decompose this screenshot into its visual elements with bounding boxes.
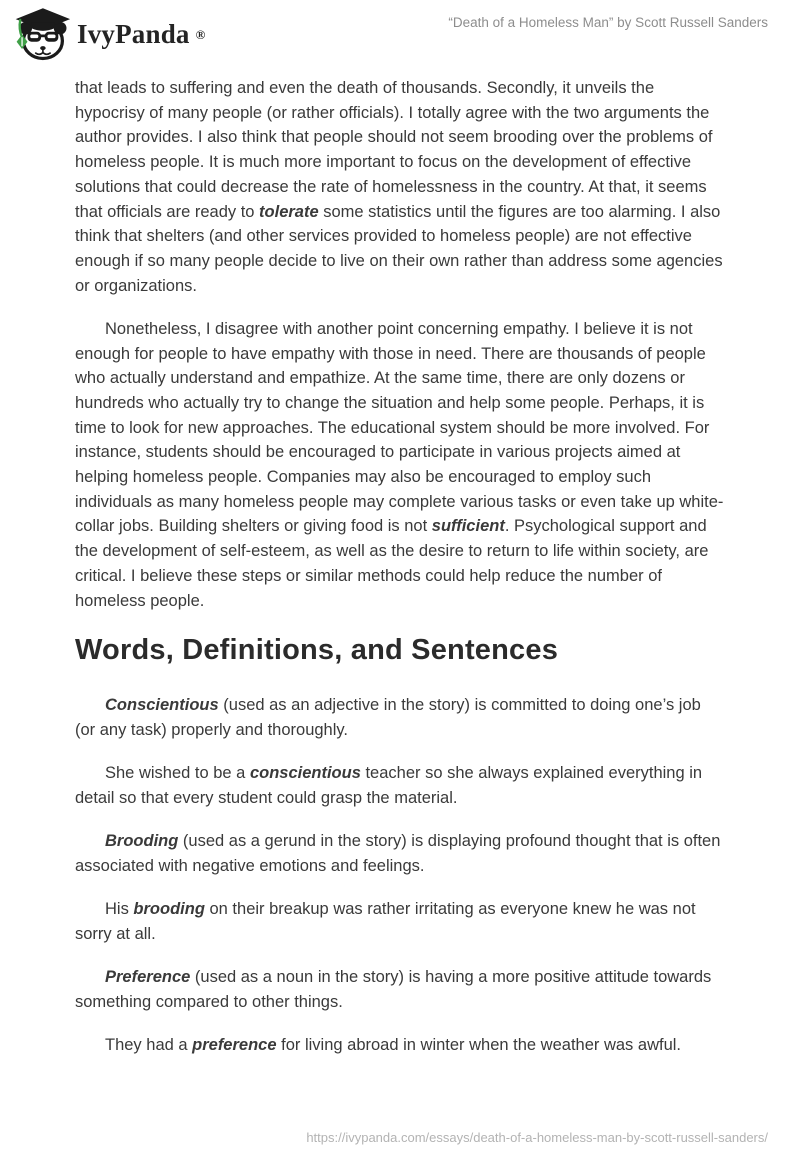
paragraph [75, 693, 725, 742]
section-heading: Words, Definitions, and Sentences [75, 634, 559, 667]
essay-content [0, 62, 800, 1058]
text-run: . Psychological support and the development of self-esteem, as well as the desire to return to life within society, are critical. I believe these steps or similar methods could help reduce the number of homeless people. [75, 517, 709, 610]
paragraph [75, 761, 725, 810]
text-run: teacher so she always explained everything in detail so that every student could grasp the material. [75, 764, 703, 807]
emphasis-text: Preference [105, 967, 191, 986]
source-url[interactable]: https://ivypanda.com/essays/death-of-a-homeless-man-by-scott-russell-sanders/ [306, 1130, 768, 1145]
text-run: (used as a noun in the story) is having a more positive attitude towards something compared to other things. [75, 967, 712, 1011]
emphasis-text: preference [192, 1035, 277, 1054]
text-run: (used as an adjective in the story) is committed to doing one’s job (or any task) properly and thoroughly. [75, 696, 701, 739]
paragraph [75, 1033, 725, 1058]
text-run: on their breakup was rather irritating as everyone knew he was not sorry at all. [75, 899, 696, 943]
emphasis-text: sufficient [431, 517, 505, 536]
text-run: They had a [105, 1035, 193, 1054]
text-run: some statistics until the figures are too alarming. I also think that shelters (and other services provided to homeless people) are not effective enough if so many people decide to live on their own rather than address some agencies or organizations. [75, 202, 723, 295]
text-run: His [105, 899, 134, 918]
emphasis-text: conscientious [249, 764, 361, 783]
text-run: Nonetheless, I disagree with another point concerning empathy. I believe it is not enough for people to have empathy with those in need. There are thousands of people who actually understand and empathize. At the same time, there are only dozens or hundreds who actually try to change the situation and help some people. Perhaps, it is time to look for new approaches. The educational system should be more involved. For instance, students should be encouraged to participate in various projects aimed at helping homeless people. Companies may also be encouraged to employ such individuals as many homeless people may complete various tasks or even take up white-collar jobs. Building shelters or giving food is not [75, 319, 724, 536]
text-run: for living abroad in winter when the weather was awful. [276, 1035, 681, 1054]
emphasis-text: tolerate [259, 202, 319, 221]
paragraph [75, 317, 725, 613]
text-run: that leads to suffering and even the death of thousands. Secondly, it unveils the hypocrisy of many people (or rather officials). I totally agree with the two arguments the author provides. I also think that people should not seem brooding over the problems of homeless people. It is much more important to focus on the development of effective solutions that could decrease the rate of homelessness in the country. At that, it seems that officials are ready to [75, 79, 713, 221]
emphasis-text: Conscientious [105, 696, 219, 715]
page-header [0, 0, 800, 62]
emphasis-text: brooding [133, 899, 205, 918]
emphasis-text: Brooding [105, 832, 179, 851]
text-run: (used as a gerund in the story) is displaying profound thought that is often associated with negative emotions and feelings. [75, 832, 721, 875]
text-run: She wished to be a [105, 764, 250, 783]
document-title: “Death of a Homeless Man” by Scott Russell Sanders [448, 15, 768, 30]
paragraph [75, 965, 725, 1014]
logo-wordmark: IvyPanda [77, 19, 190, 49]
panda-graduate-icon [13, 7, 71, 62]
ivypanda-logo[interactable]: IvyPanda ® [13, 7, 205, 62]
paragraph [75, 829, 725, 878]
paragraph [75, 897, 725, 946]
paragraph [75, 76, 725, 298]
